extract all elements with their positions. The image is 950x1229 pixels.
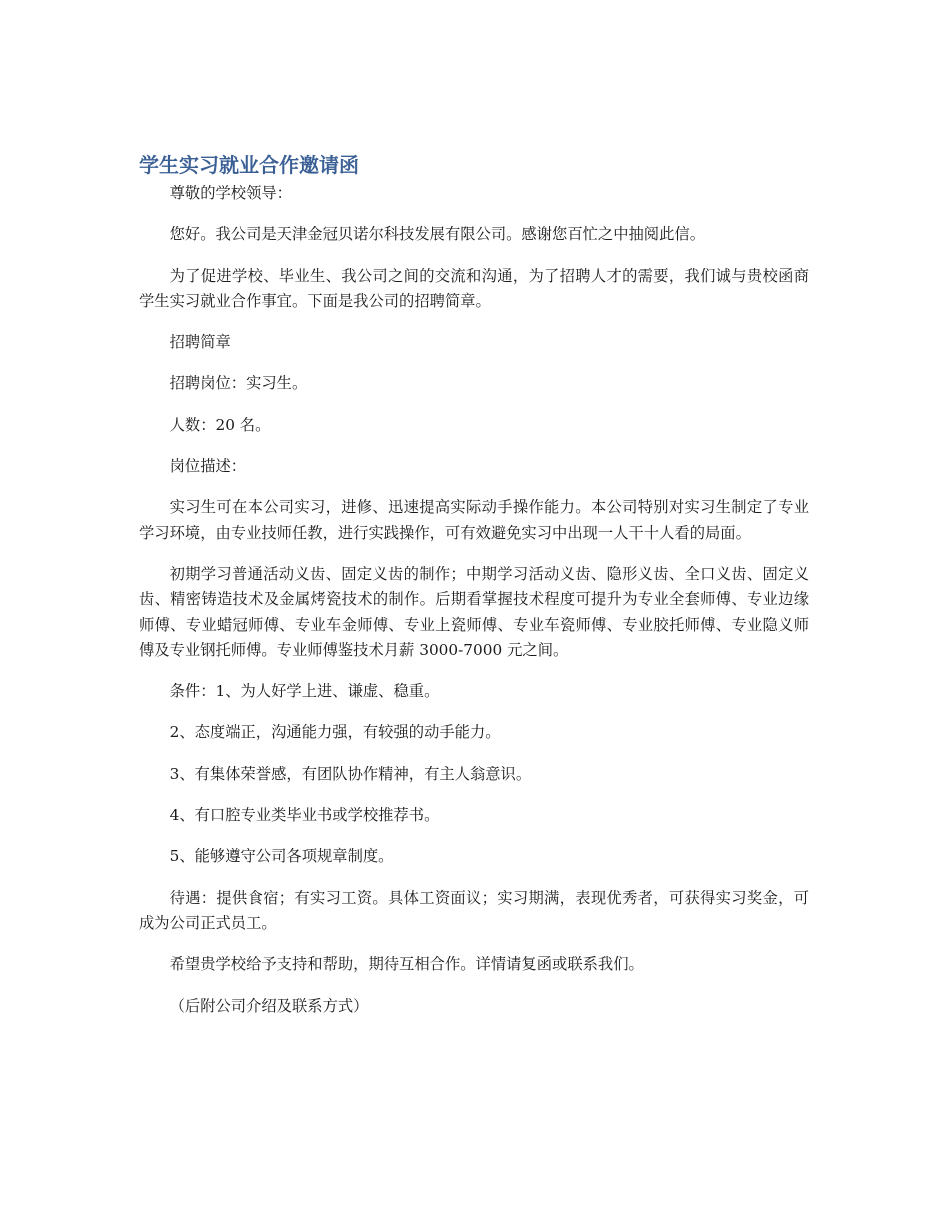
document-body <box>139 181 809 1035</box>
condition-item: 5、能够遵守公司各项规章制度。 <box>169 847 394 866</box>
closing-paragraph: 希望贵学校给予支持和帮助，期待互相合作。详情请复函或联系我们。 <box>169 955 644 974</box>
document-title: 学生实习就业合作邀请函 <box>139 153 359 177</box>
attachment-note: （后附公司介绍及联系方式） <box>169 996 369 1015</box>
job-description-label: 岗位描述： <box>169 457 247 476</box>
greeting-paragraph: 您好。我公司是天津金冠贝诺尔科技发展有限公司。感谢您百忙之中抽阅此信。 <box>169 225 705 244</box>
condition-item: 3、有集体荣誉感，有团队协作精神，有主人翁意识。 <box>169 764 532 783</box>
benefits-paragraph: 待遇：提供食宿；有实习工资。具体工资面议；实习期满，表现优秀者，可获得实习奖金，可成为公司正式员工。 <box>139 888 809 932</box>
salutation: 尊敬的学校领导： <box>169 184 292 202</box>
position-line: 招聘岗位：实习生。 <box>169 374 308 393</box>
headcount-line: 人数：20 名。 <box>169 415 271 434</box>
condition-item: 4、有口腔专业类毕业书或学校推荐书。 <box>169 806 440 825</box>
job-description-paragraph: 实习生可在本公司实习，进修、迅速提高实际动手操作能力。本公司特别对实习生制定了专业学习环境，由专业技师任教，进行实践操作，可有效避免实习中出现一人干十人看的局面。 <box>139 498 809 542</box>
recruitment-heading: 招聘简章 <box>169 333 231 352</box>
condition-item: 2、态度端正，沟通能力强，有较强的动手能力。 <box>169 723 501 742</box>
training-paragraph: 初期学习普通活动义齿、固定义齿的制作；中期学习活动义齿、隐形义齿、全口义齿、固定义齿、精密铸造技术及金属烤瓷技术的制作。后期看掌握技术程度可提升为专业全套师傅、专业边缘师傅、专业蜡冠师傅、专业车金师傅、专业上瓷师傅、专业车瓷师傅、专业胶托师傅、专业隐义师傅及专业钢托师傅。专业师傅鉴技术月薪 3000-7000 元之间。 <box>139 564 809 659</box>
condition-item: 条件：1、为人好学上进、谦虚、稳重。 <box>169 682 440 701</box>
purpose-paragraph: 为了促进学校、毕业生、我公司之间的交流和沟通，为了招聘人才的需要，我们诚与贵校函商学生实习就业合作事宜。下面是我公司的招聘简章。 <box>139 266 809 310</box>
